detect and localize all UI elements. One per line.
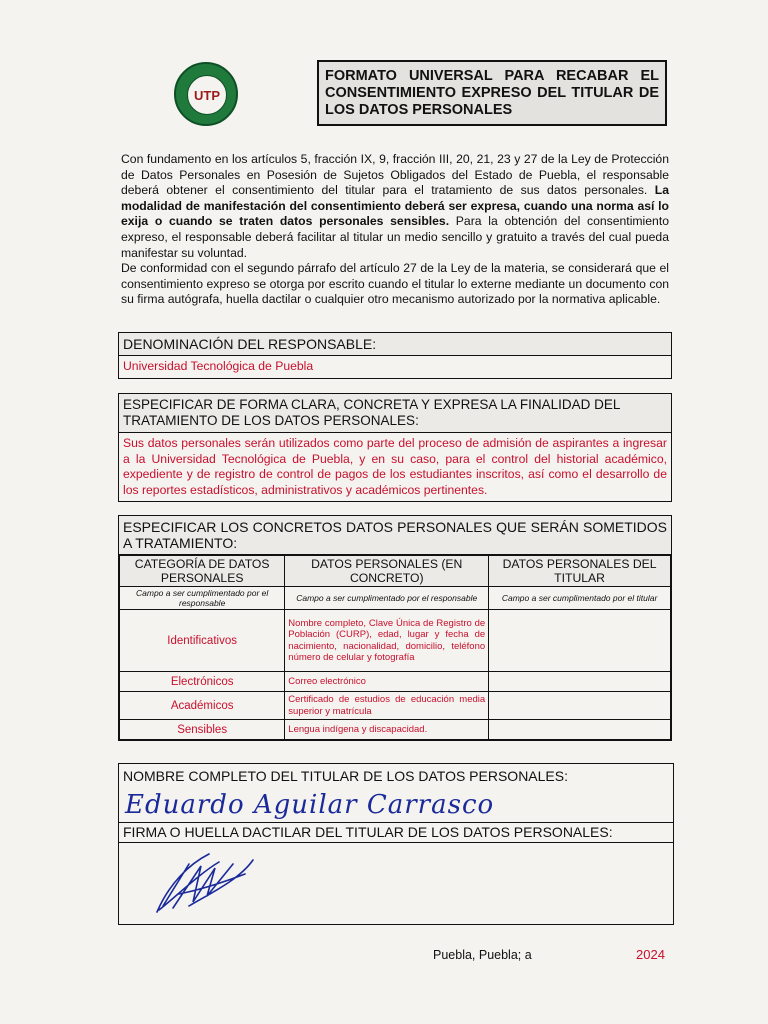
column-header: CATEGORÍA DE DATOS PERSONALES	[120, 556, 285, 587]
table-row	[120, 692, 671, 720]
intro-paragraph-2: De conformidad con el segundo párrafo del artículo 27 de la Ley de la materia, se considerará que el consentimiento expreso se otorga por escrito cuando el titular lo externe mediante un documento con su firma autógrafa, huella dactilar o cualquier otro mecanismo autorizado por la normativa aplicable.	[121, 261, 669, 307]
detail-cell: Lengua indígena y discapacidad.	[285, 720, 489, 740]
column-note: Campo a ser cumplimentado por el responsable	[285, 587, 489, 610]
column-header: DATOS PERSONALES (EN CONCRETO)	[285, 556, 489, 587]
category-cell: Académicos	[120, 692, 285, 720]
divider	[119, 842, 673, 843]
responsable-heading: DENOMINACIÓN DEL RESPONSABLE:	[119, 333, 671, 356]
finalidad-box	[118, 393, 672, 502]
category-cell: Identificativos	[120, 610, 285, 672]
datos-heading: ESPECIFICAR LOS CONCRETOS DATOS PERSONALES QUE SERÁN SOMETIDOS A TRATAMIENTO:	[119, 516, 671, 555]
column-note: Campo a ser cumplimentado por el titular	[489, 587, 671, 610]
detail-cell: Correo electrónico	[285, 672, 489, 692]
titular-cell[interactable]	[489, 692, 671, 720]
table-header-row	[120, 556, 671, 587]
finalidad-value: Sus datos personales serán utilizados como parte del proceso de admisión de aspirantes a ingresar a la Universidad Tecnológica de Puebla, y en su caso, para el control del historial académico, expediente y de registro de control de pagos de los estudiantes inscritos, así como el desarrollo de los reportes estadísticos, administrativos y académicos pertinentes.	[123, 436, 667, 497]
logo-monogram: UTP	[187, 75, 227, 115]
handwritten-signature	[149, 844, 259, 922]
place-date-text: Puebla, Puebla; a	[433, 948, 532, 962]
detail-cell: Nombre completo, Clave Única de Registro de Población (CURP), edad, lugar y fecha de nacimiento, nacionalidad, domicilio, teléfono número de celular y fotografía	[285, 610, 489, 672]
responsable-box	[118, 332, 672, 379]
titular-box	[118, 763, 674, 925]
column-header: DATOS PERSONALES DEL TITULAR	[489, 556, 671, 587]
document-title: FORMATO UNIVERSAL PARA RECABAR EL CONSENTIMIENTO EXPRESO DEL TITULAR DE LOS DATOS PERSONALES	[317, 60, 667, 126]
divider	[119, 822, 673, 823]
category-cell: Electrónicos	[120, 672, 285, 692]
finalidad-heading: ESPECIFICAR DE FORMA CLARA, CONCRETA Y EXPRESA LA FINALIDAD DEL TRATAMIENTO DE LOS DATOS PERSONALES:	[119, 394, 671, 433]
titular-cell[interactable]	[489, 720, 671, 740]
table-row	[120, 672, 671, 692]
titular-cell[interactable]	[489, 672, 671, 692]
titular-cell[interactable]	[489, 610, 671, 672]
detail-cell: Certificado de estudios de educación media superior y matrícula	[285, 692, 489, 720]
university-logo	[174, 62, 238, 126]
table-notes-row	[120, 587, 671, 610]
intro-p1-a: Con fundamento en los artículos 5, fracción IX, 9, fracción III, 20, 21, 23 y 27 de la Ley de Protección de Datos Personales en Posesión de Sujetos Obligados del Estado de Puebla, el responsable deberá obtener el consentimiento del titular para el tratamiento de sus datos personales.	[121, 152, 669, 198]
year-text: 2024	[636, 947, 665, 962]
intro-text	[121, 152, 669, 308]
column-note: Campo a ser cumplimentado por el responsable	[120, 587, 285, 610]
datos-table	[119, 555, 671, 740]
intro-p1-bold: La modalidad de manifestación del consentimiento deberá ser expresa, cuando una norma así lo exija o cuando se traten datos personales sensibles.	[121, 183, 669, 229]
responsable-value: Universidad Tecnológica de Puebla	[123, 359, 314, 373]
intro-paragraph-1	[121, 152, 669, 261]
titular-signature-heading: FIRMA O HUELLA DACTILAR DEL TITULAR DE LOS DATOS PERSONALES:	[123, 824, 613, 840]
category-cell: Sensibles	[120, 720, 285, 740]
datos-box	[118, 515, 672, 741]
titular-name-heading: NOMBRE COMPLETO DEL TITULAR DE LOS DATOS PERSONALES:	[123, 768, 568, 784]
intro-p1-c: Para la obtención del consentimiento expreso, el responsable deberá facilitar al titular un medio sencillo y gratuito a través del cual pueda manifestar su voluntad.	[121, 214, 669, 260]
titular-name-handwritten[interactable]: Eduardo Aguilar Carrasco	[125, 790, 495, 820]
table-row	[120, 610, 671, 672]
table-row	[120, 720, 671, 740]
